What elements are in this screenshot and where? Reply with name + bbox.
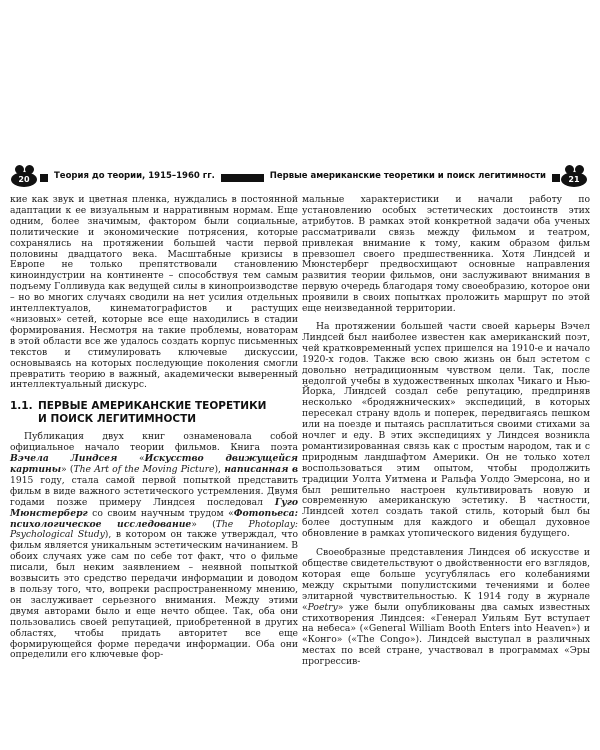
text-run: ), в котором он также утверждал, что фильм является уникальным эстетическим начинанием. В обоих случаях уже сам по себе тот факт, что о фильме писали, был неким заявлением – неявной попыткой возвысить это средство передачи информации и доводом в пользу того, что, вопреки распространенному мнению, он заслуживает серьезного внимания. Между этими двумя авторами было и еще нечто общее. Так, оба они пользовались своей репутацией, приобретенной в других областях, чтобы придать авторитет все еще формирующейся форме передачи информации. Оба они определили его ключевые фор- — [10, 529, 298, 661]
section-number: 1.1. — [10, 400, 33, 413]
running-title: Первые американские теоретики и поиск легитимности — [264, 165, 552, 185]
text-run: » ( — [191, 518, 216, 530]
text-run: ), — [214, 464, 225, 476]
text-run: со своим научным трудом « — [87, 507, 234, 519]
left-body-text — [10, 195, 298, 661]
author-name: Гуго Мюнстерберг — [10, 496, 298, 519]
text-run: 1915 году, стала самой первой попыткой представить фильм в виде важного эстетического устремления. Двумя годами позже примеру Линдсея последовал — [10, 474, 298, 508]
text-emphasis: написанная в — [224, 464, 298, 476]
text-run: » уже были опубликованы два самых известных стихотворения Линдсея: «Генерал Уильям Бут вступает на небеса» («General William Booth Enters into Heaven») и «Конго» («The Congo»). Линдсей выступал в различных местах по всей стране, участвовал в программах «Эры прогрессив- — [302, 601, 590, 668]
film-camera-icon — [560, 165, 590, 187]
paragraph: На протяжении большей части своей карьеры Вэчел Линдсей был наиболее известен как американский поэт, чей кратковременный успех пришелся на 1910-е и начало 1920-х годов. Также всю свою жизнь он был эстетом с довольно нетрадиционным чувством цели. Так, после недолгой учебы в художественных школах Чикаго и Нью-Йорка, Линдсей создал себе репутацию, предприняв несколько «бродяжнических» экспедиций, в которых пересекал страну вдоль и поперек, передвигаясь пешком или на поезде и пытаясь расплатиться своими стихами за ночлег и еду. В этих экспедициях у Линдсея возникла романтизированная связь как с простым народом, так и с природным ландшафтом Америки. Он не только хотел воспользоваться этим опытом, чтобы продолжить традиции Уолта Уитмена и Ральфа Уолдо Эмерсона, но и был решительно настроен культивировать новую и современную американскую эстетику. В частности, Линдсей хотел создать такой стиль, который был бы более доступным для каждого и обещал духовное обновление в рамках утопического видения будущего. — [302, 320, 590, 540]
section-title-line: ПЕРВЫЕ АМЕРИКАНСКИЕ ТЕОРЕТИКИ — [38, 400, 267, 413]
paragraph: кие как звук и цветная пленка, нуждались в постоянной адаптации к ее визуальным и нарративным нормам. Еще одним, более значимым, фактором были социальные, политические и экономические потрясения, которые сохранялись на протяжении большей части первой половины двадцатого века. Масштабные кризисы в Европе не только препятствовали становлению киноиндустрии на континенте – способствуя тем самым подъему Голливуда как ведущей силы в кинопроизводстве – но во многих случаях сводили на нет усилия отдельных интеллектуалов, кинематографистов и растущих «низовых» сетей, которые все еще находились в стадии формирования. Несмотря на такие проблемы, новаторам в этой области все же удалось создать корпус письменных текстов и стимулировать ключевые дискуссии, основываясь на которых последующие поколения смогли превратить теорию в важный, академически выверенный интеллектуальный дискурс. — [10, 194, 298, 391]
section-title-line: И ПОИСК ЛЕГИТИМНОСТИ — [38, 412, 197, 425]
text-run: « — [117, 453, 145, 465]
left-running-head — [10, 165, 298, 187]
right-running-head — [269, 165, 590, 187]
text-run: Публикация двух книг ознаменовала собой официальное начало теории фильмов. Книга поэта — [10, 431, 298, 454]
running-title: Теория до теории, 1915–1960 гг. — [48, 165, 221, 185]
author-name: Вэчела Линдсея — [10, 453, 118, 465]
left-page — [10, 165, 298, 725]
book-title: Искусство движущейся картины — [10, 453, 298, 476]
page-number: 20 — [11, 172, 37, 187]
section-heading — [10, 400, 298, 425]
paragraph: мальные характеристики и начали работу по установлению особых эстетических достоинств этих атрибутов. В рамках этой конкретной задачи оба ученых рассматривали связь между фильмом и театром, привлекая внимание к тому, каким образом фильм превзошел своего предшественника. Хотя Линдсей и Мюнстерберг предвосхищают основные направления развития теории фильмов, они заслуживают внимания в первую очередь благодаря тому своеобразию, которое они проявили в своих попытках проложить маршрут по этой еще неизведанной территории. — [302, 194, 591, 315]
book-title-english: The Photoplay: Psychological Study — [10, 518, 298, 541]
paragraph — [10, 432, 298, 661]
text-run: » ( — [61, 464, 74, 476]
right-page — [269, 165, 591, 725]
book-title-english: The Art of the Moving Picture — [73, 464, 215, 476]
text-run: Своеобразные представления Линдсея об искусстве и обществе свидетельствуют о двойственности его взглядов, которая еще больше усугублялась его колебаниями между скрытыми популистскими течениями и более элитарной чувствительностью. К 1914 году в журнале « — [302, 547, 590, 613]
book-title: Фотопьеса: психологическое исследование — [10, 507, 298, 530]
film-camera-icon — [10, 165, 40, 187]
journal-title: Poetry — [307, 601, 338, 613]
paragraph — [302, 548, 590, 668]
page-number: 21 — [561, 172, 587, 187]
right-body-text — [302, 195, 590, 668]
